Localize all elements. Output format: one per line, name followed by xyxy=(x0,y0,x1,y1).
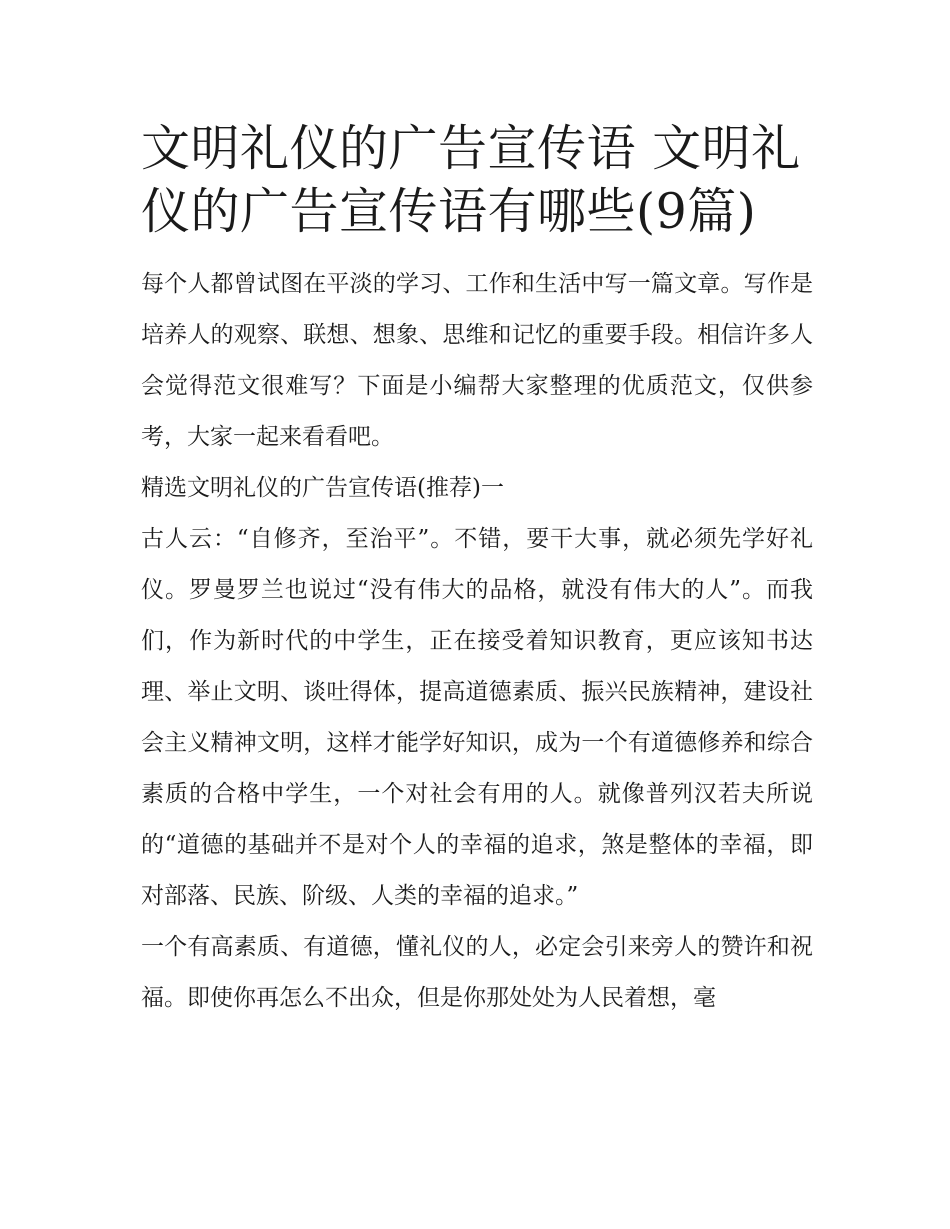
document-title: 文明礼仪的广告宣传语 文明礼仪的广告宣传语有哪些(9篇) xyxy=(141,120,801,240)
intro-paragraph: 每个人都曾试图在平淡的学习、工作和生活中写一篇文章。写作是培养人的观察、联想、想象、思维和记忆的重要手段。相信许多人会觉得范文很难写？下面是小编帮大家整理的优质范文，仅供参考，大家一起来看看吧。 xyxy=(141,271,813,450)
body-paragraph: 古人云：“自修齐，至治平”。不错，要干大事，就必须先学好礼仪。罗曼罗兰也说过“没有伟大的品格，就没有伟大的人”。而我们，作为新时代的中学生，正在接受着知识教育，更应该知书达理、举止文明、谈吐得体，提高道德素质、振兴民族精神，建设社会主义精神文明，这样才能学好知识，成为一个有道德修养和综合素质的合格中学生，一个对社会有用的人。就像普列汉若夫所说的“道德的基础并不是对个人的幸福的追求，煞是整体的幸福，即对部落、民族、阶级、人类的幸福的追求。” xyxy=(141,526,813,909)
body-paragraph: 一个有高素质、有道德，懂礼仪的人，必定会引来旁人的赞许和祝福。即使你再怎么不出众，但是你那处处为人民着想，毫 xyxy=(141,934,813,1011)
section-heading: 精选文明礼仪的广告宣传语(推荐)一 xyxy=(141,475,504,501)
document-body xyxy=(141,259,813,1024)
document-content xyxy=(141,117,813,1024)
